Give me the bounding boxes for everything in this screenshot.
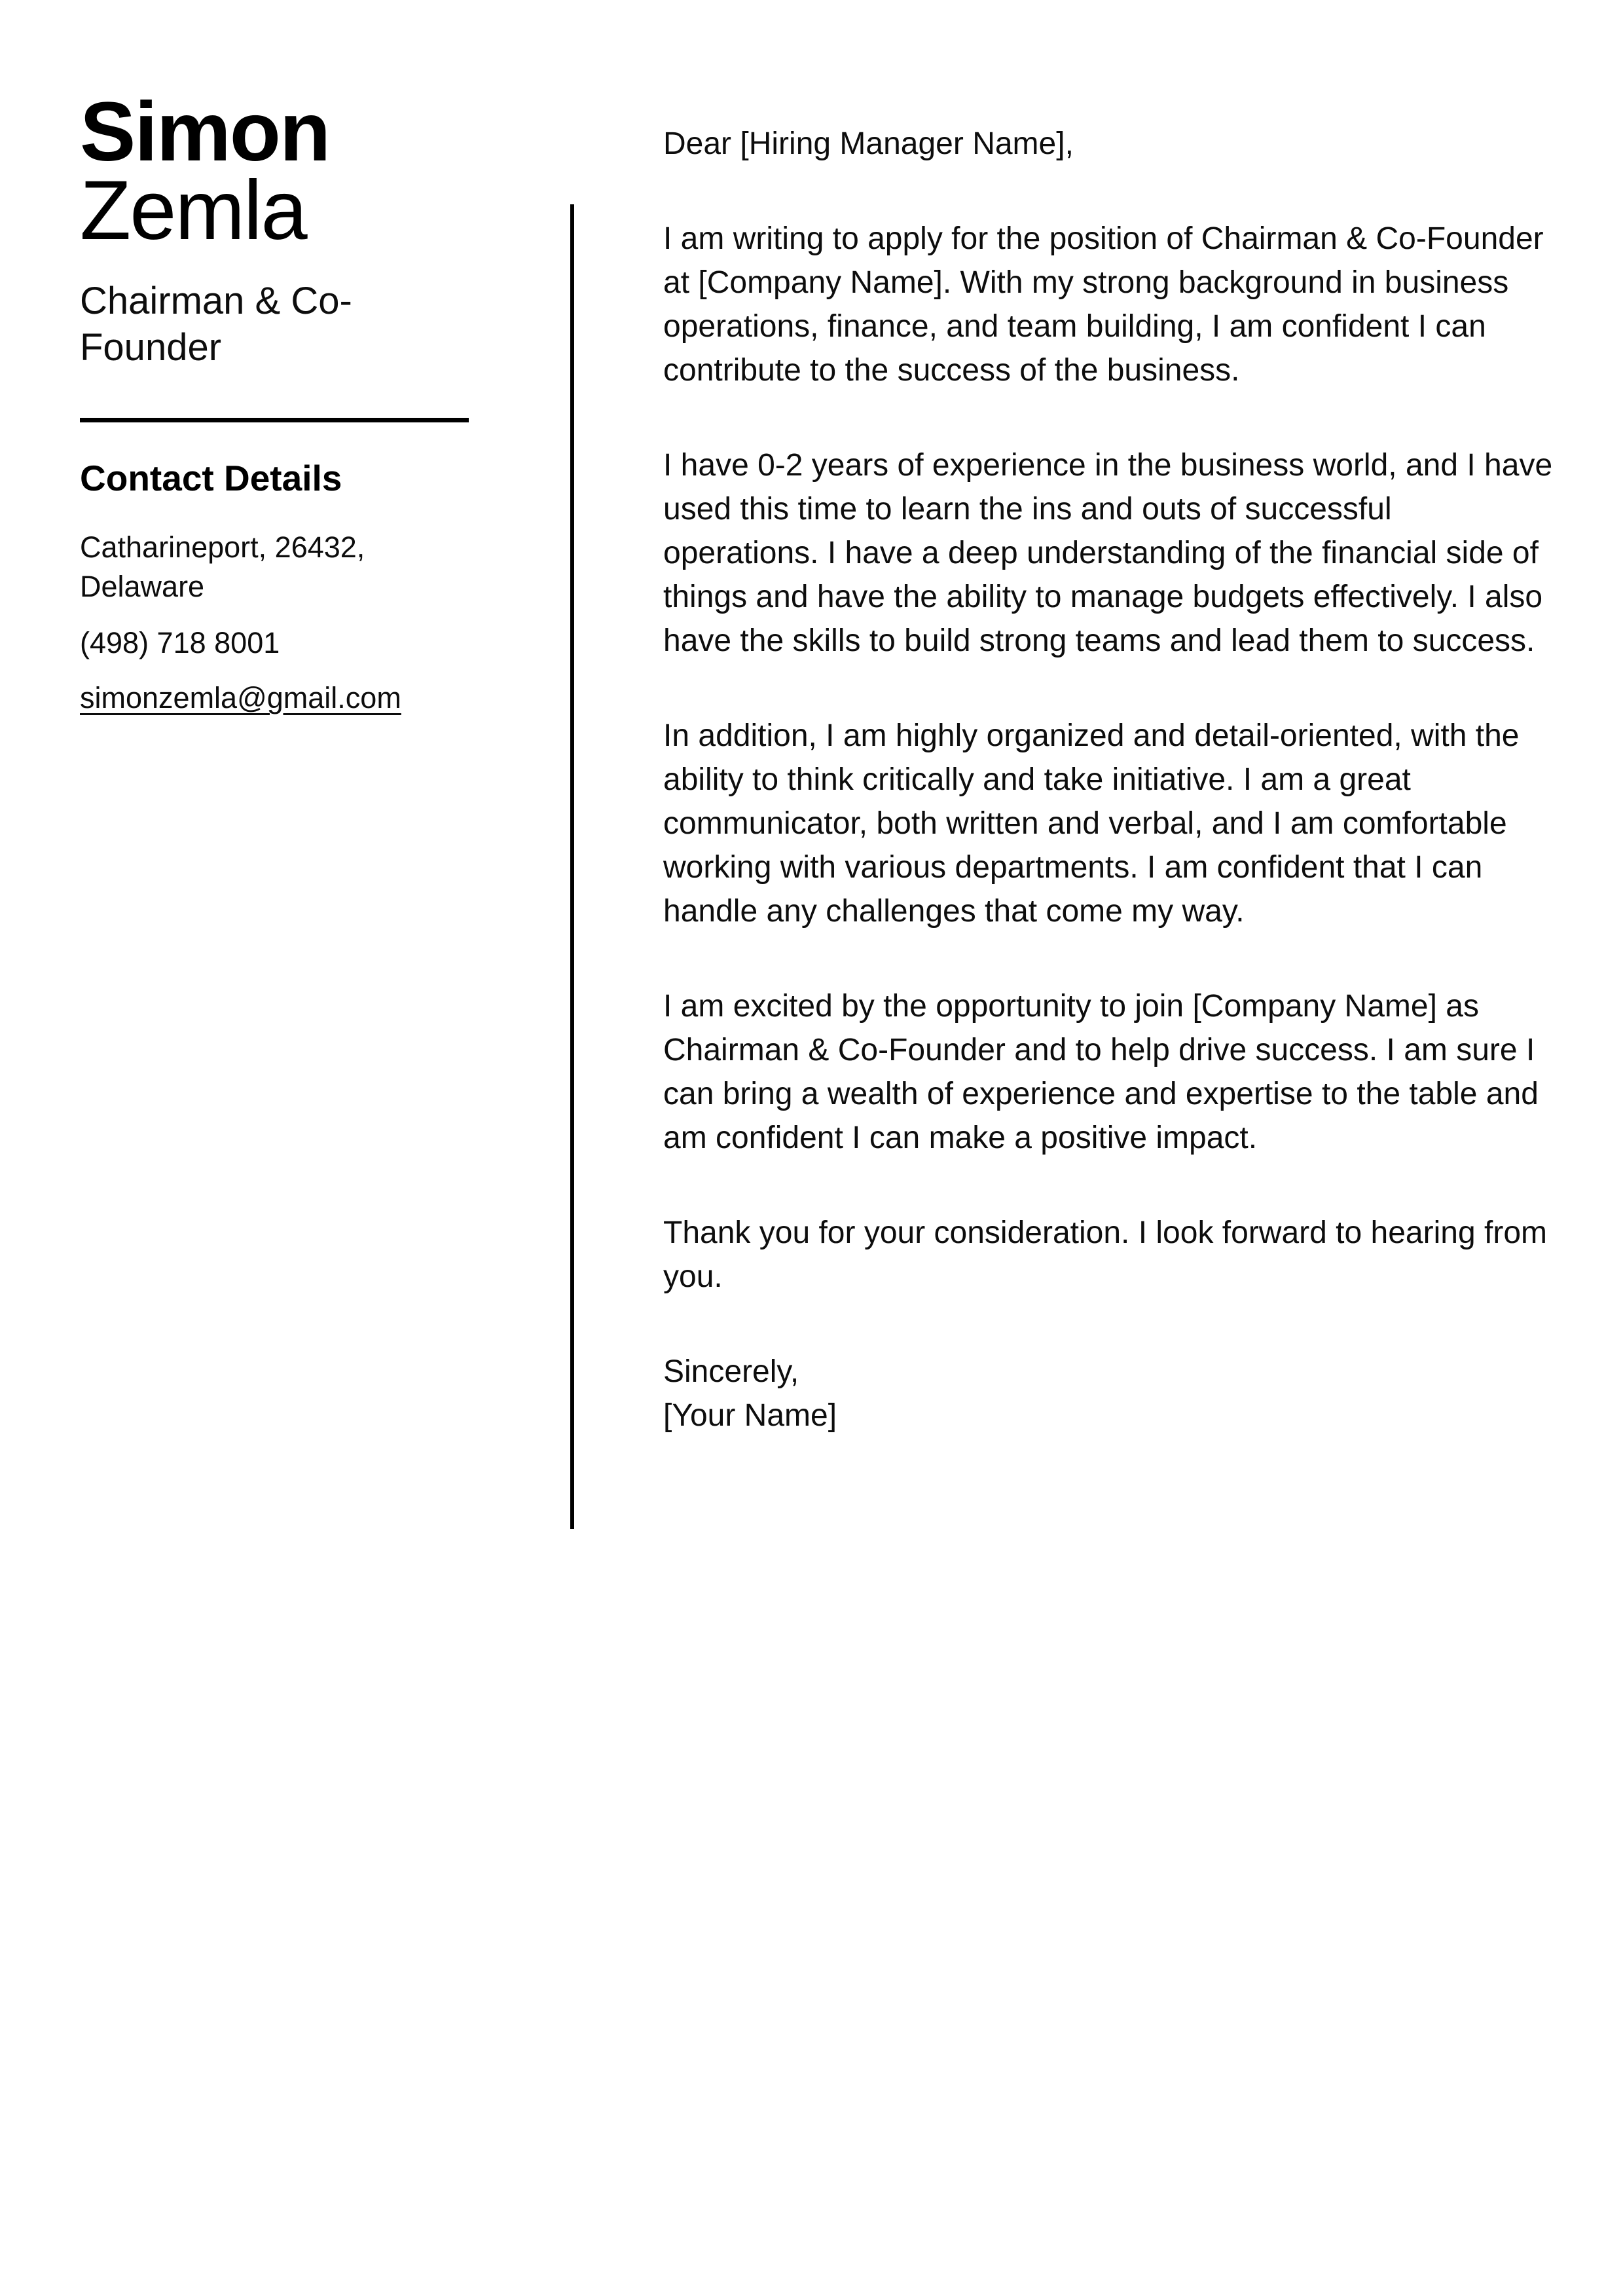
letter-paragraph: I am excited by the opportunity to join [Company Name] as Chairman & Co-Founder and to help drive success. I am sure I can bring a wealth of experience and expertise to the table and am confident I can make a positive impact. xyxy=(663,989,1539,1155)
letter-salutation: Dear [Hiring Manager Name], xyxy=(663,126,1074,161)
sidebar-horizontal-rule xyxy=(80,418,469,422)
letter-paragraph: Thank you for your consideration. I look forward to hearing from you. xyxy=(663,1215,1547,1294)
contact-phone: (498) 718 8001 xyxy=(80,626,280,659)
contact-address: Catharineport, 26432, Delaware xyxy=(80,530,365,603)
contact-details-heading: Contact Details xyxy=(80,458,342,498)
letter-paragraph: In addition, I am highly organized and detail-oriented, with the ability to think critically and take initiative. I am a great communicator, both written and verbal, and I am comfortable working with various departments. I am confident that I can handle any challenges that come my way. xyxy=(663,718,1520,929)
candidate-last-name: Zemla xyxy=(80,164,306,257)
letter-body xyxy=(663,122,1554,1437)
email-link[interactable]: simonzemla@gmail.com xyxy=(80,681,401,714)
candidate-job-title: Chairman & Co-Founder xyxy=(80,280,352,369)
letter-paragraph: I am writing to apply for the position of Chairman & Co-Founder at [Company Name]. With my strong background in business operations, finance, and team building, I am confident I can contribute to the success of the business. xyxy=(663,221,1544,388)
letter-closing-block xyxy=(663,1350,1554,1437)
candidate-first-name: Simon xyxy=(80,85,330,179)
letter-vertical-rule xyxy=(570,204,574,1529)
letter-signature: [Your Name] xyxy=(663,1398,837,1433)
contact-email xyxy=(80,678,473,718)
letter-closing: Sincerely, xyxy=(663,1354,799,1389)
candidate-name xyxy=(80,85,486,257)
letter-paragraph: I have 0-2 years of experience in the business world, and I have used this time to learn the ins and outs of successful operations. I have a deep understanding of the financial side of things and have the ability to manage budgets effectively. I also have the skills to build strong teams and lead them to success. xyxy=(663,448,1553,658)
